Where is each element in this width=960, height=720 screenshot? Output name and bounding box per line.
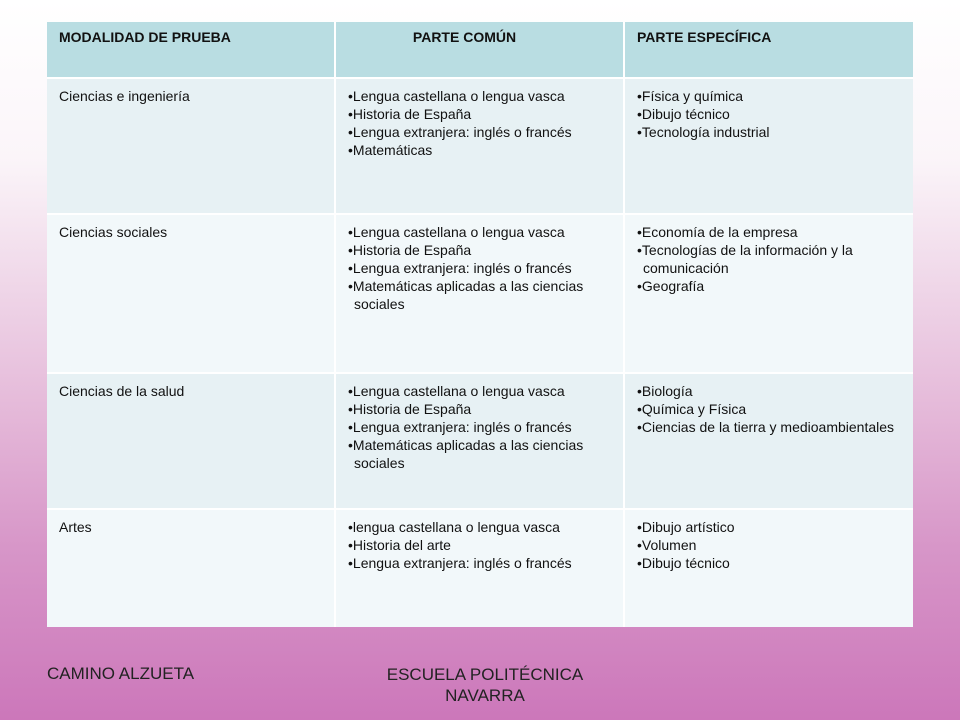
list-item: • Biología <box>637 382 905 400</box>
list-item: • Geografía <box>637 277 905 295</box>
list-item: • Historia del arte <box>348 536 615 554</box>
parte-comun-cell <box>335 78 624 214</box>
list-item: • Lengua extranjera: inglés o francés <box>348 554 615 572</box>
table-row <box>47 373 913 509</box>
parte-especifica-list <box>625 79 913 141</box>
list-item: • Historia de España <box>348 400 615 418</box>
header-parte-comun: PARTE COMÚN <box>335 22 624 78</box>
header-parte-especifica: PARTE ESPECÍFICA <box>624 22 913 78</box>
parte-comun-cell <box>335 509 624 627</box>
list-item: • Física y química <box>637 87 905 105</box>
parte-comun-list <box>336 215 623 313</box>
parte-comun-list <box>336 510 623 572</box>
list-item: • Dibujo artístico <box>637 518 905 536</box>
parte-comun-cell <box>335 373 624 509</box>
parte-especifica-cell <box>624 373 913 509</box>
list-item: • Ciencias de la tierra y medioambientales <box>637 418 905 436</box>
table-row <box>47 214 913 373</box>
list-item: • Matemáticas <box>348 141 615 159</box>
modalidad-cell: Ciencias e ingeniería <box>47 78 335 214</box>
table-row <box>47 509 913 627</box>
modalidad-cell: Artes <box>47 509 335 627</box>
list-item: • Lengua extranjera: inglés o francés <box>348 259 615 277</box>
parte-especifica-list <box>625 510 913 572</box>
list-item: • Lengua castellana o lengua vasca <box>348 87 615 105</box>
modalidad-cell: Ciencias sociales <box>47 214 335 373</box>
parte-comun-cell <box>335 214 624 373</box>
header-modalidad: MODALIDAD DE PRUEBA <box>47 22 335 78</box>
list-item: • Lengua castellana o lengua vasca <box>348 223 615 241</box>
list-item: • Química y Física <box>637 400 905 418</box>
list-item: • Historia de España <box>348 241 615 259</box>
list-item: • Volumen <box>637 536 905 554</box>
footer-institution <box>340 664 630 706</box>
modalidades-table <box>47 22 913 627</box>
parte-especifica-cell <box>624 78 913 214</box>
table-row <box>47 78 913 214</box>
parte-especifica-cell <box>624 214 913 373</box>
list-item: • lengua castellana o lengua vasca <box>348 518 615 536</box>
parte-comun-list <box>336 79 623 159</box>
list-item: • Lengua extranjera: inglés o francés <box>348 123 615 141</box>
parte-comun-list <box>336 374 623 472</box>
list-item: • Matemáticas aplicadas a las ciencias sociales <box>348 436 615 472</box>
footer-author: CAMINO ALZUETA <box>47 664 195 683</box>
list-item: • Tecnologías de la información y la comunicación <box>637 241 905 277</box>
modalidad-cell: Ciencias de la salud <box>47 373 335 509</box>
list-item: • Historia de España <box>348 105 615 123</box>
list-item: • Tecnología industrial <box>637 123 905 141</box>
footer-institution-line1: ESCUELA POLITÉCNICA <box>386 665 584 684</box>
footer-institution-line2: NAVARRA <box>445 686 525 705</box>
parte-especifica-list <box>625 215 913 295</box>
list-item: • Lengua castellana o lengua vasca <box>348 382 615 400</box>
list-item: • Lengua extranjera: inglés o francés <box>348 418 615 436</box>
table-header-row <box>47 22 913 78</box>
list-item: • Economía de la empresa <box>637 223 905 241</box>
list-item: • Dibujo técnico <box>637 105 905 123</box>
list-item: • Dibujo técnico <box>637 554 905 572</box>
list-item: • Matemáticas aplicadas a las ciencias sociales <box>348 277 615 313</box>
parte-especifica-cell <box>624 509 913 627</box>
parte-especifica-list <box>625 374 913 436</box>
